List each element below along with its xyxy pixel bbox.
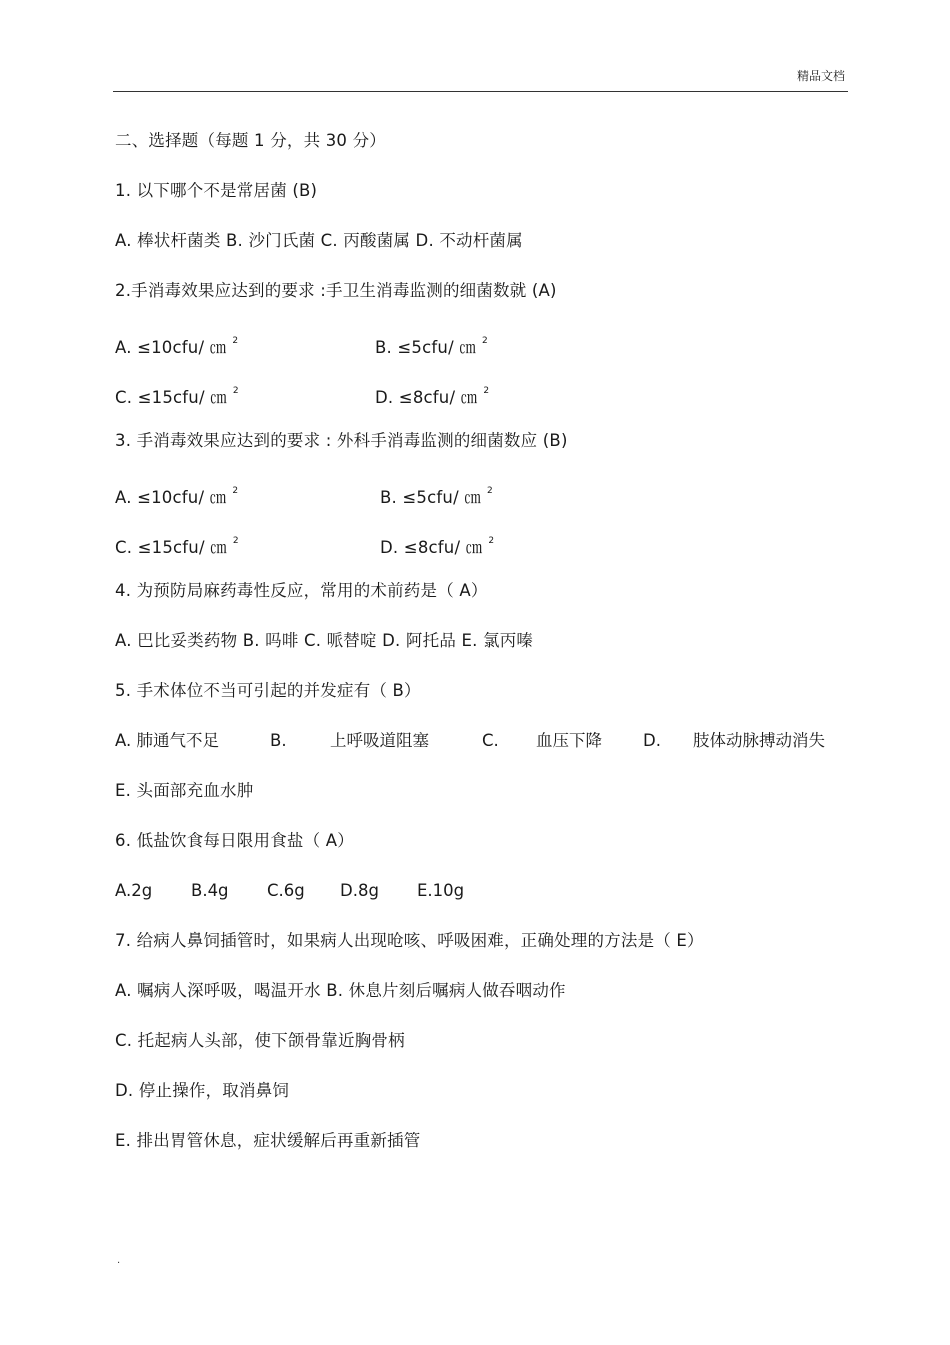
question-5-option-a: A. 肺通气不足 (115, 731, 219, 750)
question-5-stem: 5. 手术体位不当可引起的并发症有（ B） (115, 681, 421, 700)
question-7-option-c: C. 托起病人头部，使下颌骨靠近胸骨柄 (115, 1031, 405, 1050)
question-6-option-c: C.6g (267, 881, 305, 900)
question-1-options: A. 棒状杆菌类 B. 沙门氏菌 C. 丙酸菌属 D. 不动杆菌属 (115, 231, 523, 250)
header-label: 精品文档 (796, 69, 845, 83)
question-3-option-d: D. ≤8cfu/ ㎝ $^2$ (380, 536, 495, 557)
question-5-option-b-text: 上呼吸道阻塞 (330, 731, 429, 750)
question-4-stem: 4. 为预防局麻药毒性反应，常用的术前药是（ A） (115, 581, 488, 600)
question-2-stem: 2.手消毒效果应达到的要求 :手卫生消毒监测的细菌数就 (A) (115, 281, 557, 300)
question-6-option-a: A.2g (115, 881, 153, 900)
question-5-option-d-text: 肢体动脉搏动消失 (693, 731, 825, 750)
question-6-option-b: B.4g (191, 881, 229, 900)
question-1-stem: 1. 以下哪个不是常居菌 (B) (115, 181, 318, 200)
footer-dot: . (117, 1255, 121, 1266)
question-5-option-d-letter: D. (643, 731, 661, 750)
question-3-option-a: A. ≤10cfu/ ㎝ $^2$ (115, 486, 239, 507)
question-6-option-e: E.10g (417, 881, 465, 900)
question-2-option-a: A. ≤10cfu/ ㎝ $^2$ (115, 336, 239, 357)
question-2-option-b: B. ≤5cfu/ ㎝ $^2$ (375, 336, 488, 357)
question-2-option-d: D. ≤8cfu/ ㎝ $^2$ (375, 386, 490, 407)
question-6-option-d: D.8g (340, 881, 379, 900)
question-3-stem: 3. 手消毒效果应达到的要求 : 外科手消毒监测的细菌数应 (B) (115, 431, 568, 450)
question-3-option-b: B. ≤5cfu/ ㎝ $^2$ (380, 486, 493, 507)
question-5-option-c-text: 血压下降 (536, 731, 602, 750)
question-5-option-b-letter: B. (270, 731, 287, 750)
question-3-option-c: C. ≤15cfu/ ㎝ $^2$ (115, 536, 239, 557)
question-7-options-ab: A. 嘱病人深呼吸，喝温开水 B. 休息片刻后嘱病人做吞咽动作 (115, 981, 566, 1000)
question-7-option-d: D. 停止操作，取消鼻饲 (115, 1081, 290, 1100)
question-4-options: A. 巴比妥类药物 B. 吗啡 C. 哌替啶 D. 阿托品 E. 氯丙嗪 (115, 631, 534, 650)
question-5-option-c-letter: C. (482, 731, 499, 750)
question-7-option-e: E. 排出胃管休息，症状缓解后再重新插管 (115, 1131, 421, 1150)
question-7-stem: 7. 给病人鼻饲插管时，如果病人出现呛咳、呼吸困难，正确处理的方法是（ E） (115, 931, 704, 950)
question-5-option-e: E. 头面部充血水肿 (115, 781, 254, 800)
question-6-stem: 6. 低盐饮食每日限用食盐（ A） (115, 831, 354, 850)
question-2-option-c: C. ≤15cfu/ ㎝ $^2$ (115, 386, 239, 407)
section-title: 二、选择题（每题 1 分，共 30 分） (115, 131, 386, 150)
header-rule (113, 91, 848, 92)
